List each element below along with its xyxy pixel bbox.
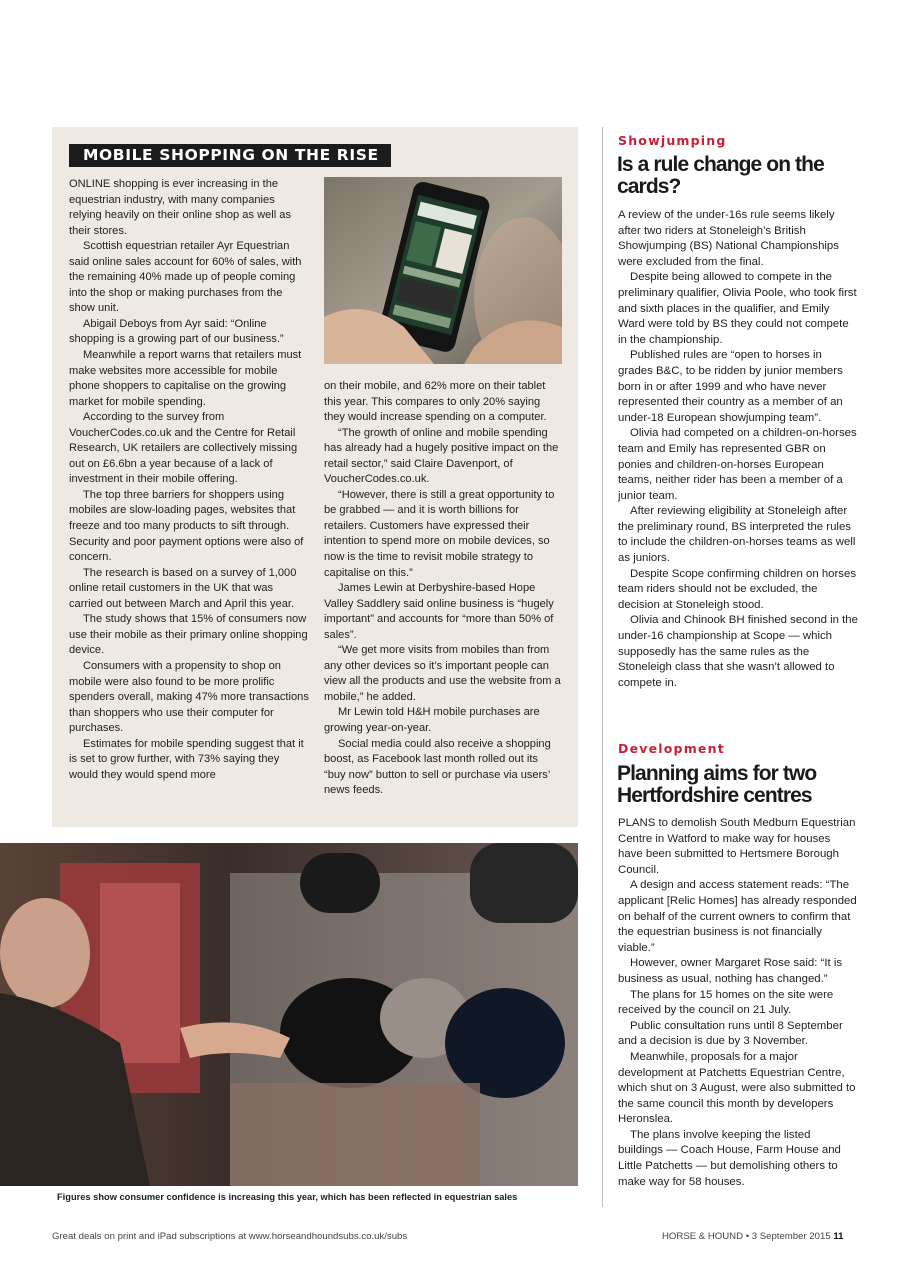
shop-photo <box>0 843 578 1186</box>
paragraph: Public consultation runs until 8 September and a decision is due by 3 November. <box>618 1019 843 1048</box>
paragraph: The top three barriers for shoppers using mobiles are slow-loading pages, websites that freeze and too many products to sift through. Security and poor payment options were also of concern. <box>69 488 304 564</box>
paragraph: Despite Scope confirming children on horses team riders should not be excluded, the decision at Stoneleigh stood. <box>618 567 857 611</box>
paragraph: The plans for 15 homes on the site were received by the council on 21 July. <box>618 988 834 1017</box>
shop-illustration <box>0 843 578 1186</box>
paragraph: The research is based on a survey of 1,000 online retail customers in the UK that was carried out between March and April this year. <box>69 566 297 610</box>
story-body-development <box>618 816 858 1190</box>
paragraph: Consumers with a propensity to shop on mobile were also found to be more prolific spenders overall, making 47% more transactions than shoppers who use their computer for purchases. <box>69 659 309 735</box>
paragraph: “The growth of online and mobile spending has already had a hugely positive impact on the retail sector,” said Claire Davenport, of VoucherCodes.co.uk. <box>324 426 559 486</box>
paragraph: The study shows that 15% of consumers now use their mobile as their primary online shopping device. <box>69 613 308 657</box>
paragraph: Olivia and Chinook BH finished second in the under-16 championship at Scope — which supposedly has the same rules as the Stoneleigh class that she wasn’t allowed to compete in. <box>618 614 858 689</box>
paragraph: “We get more visits from mobiles than from any other devices so it’s important people can view all the products and use the website from a mobile,” he added. <box>324 644 561 703</box>
paragraph: A review of the under-16s rule seems likely after two riders at Stoneleigh’s British Showjumping (BS) National Championships were excluded from the final. <box>618 209 839 268</box>
phone-illustration <box>324 177 562 364</box>
paragraph: Estimates for mobile spending suggest that it is set to grow further, with 73% saying they would they would spend more <box>69 737 304 781</box>
paragraph: Mr Lewin told H&H mobile purchases are growing year-on-year. <box>324 706 540 735</box>
paragraph: However, owner Margaret Rose said: “It is business as usual, nothing has changed.” <box>618 957 843 985</box>
section-label-showjumping: Showjumping <box>618 133 727 148</box>
footer-folio <box>662 1231 843 1242</box>
paragraph: Published rules are “open to horses in grades B&C, to be ridden by junior members born in or after 1999 and who have never represented their country as a member of an under-18 European showjumping team”. <box>618 349 843 424</box>
section-label-development: Development <box>618 741 725 756</box>
footer-publication-date: HORSE & HOUND • 3 September 2015 <box>662 1231 831 1242</box>
headline-planning: Planning aims for two Hertfordshire centres <box>617 762 817 807</box>
paragraph: Meanwhile a report warns that retailers must make websites more accessible for mobile phone shoppers to capitalise on the growing market for mobile spending. <box>69 349 302 408</box>
paragraph: Abigail Deboys from Ayr said: “Online shopping is a growing part of our business.” <box>69 317 284 346</box>
paragraph: Despite being allowed to compete in the preliminary qualifier, Olivia Poole, who took first and sixth places in the qualifier, and Emily Ward were told by BS they could not compete in the championship. <box>618 271 857 346</box>
paragraph: Olivia had competed on a children-on-horses team and Emily has represented GBR on ponies and children-on-horses European teams, neither rider has been a member of a junior team. <box>618 427 857 502</box>
paragraph: ONLINE shopping is ever increasing in the equestrian industry, with many companies relying heavily on their online shop as well as their stores. <box>69 178 291 237</box>
boxout-column-b <box>324 379 562 799</box>
paragraph: “However, there is still a great opportunity to be grabbed — and it is worth billions for retailers. Customers have expressed their intention to spend more on mobile devices, so now is the time to revisit mobile strategy to capitalise on this.” <box>324 488 555 579</box>
paragraph: According to the survey from VoucherCodes.co.uk and the Centre for Retail Research, UK retailers are collectively missing out on £6.6bn a year because of a lack of investment in their mobile offering. <box>69 411 298 486</box>
boxout-column-a <box>69 177 309 783</box>
paragraph: Meanwhile, proposals for a major development at Patchetts Equestrian Centre, which shut on 3 August, were also submitted to the same council this month by developers Heronslea. <box>618 1050 856 1126</box>
phone-photo <box>324 177 562 364</box>
photo-caption: Figures show consumer confidence is increasing this year, which has been reflected in equestrian sales <box>57 1192 518 1202</box>
paragraph: James Lewin at Derbyshire-based Hope Valley Saddlery said online business is “hugely important” and accounts for “more than 50% of sales”. <box>324 582 554 641</box>
column-divider <box>602 127 603 1207</box>
story-body-showjumping <box>618 208 858 691</box>
paragraph: Scottish equestrian retailer Ayr Equestrian said online sales account for 60% of sales, with the remaining 40% made up of people coming into the shop or making purchases from the show unit. <box>69 240 302 315</box>
headline-rule-change: Is a rule change on the cards? <box>617 153 824 198</box>
paragraph: PLANS to demolish South Medburn Equestrian Centre in Watford to make way for houses have been submitted to Hertsmere Borough Council. <box>618 817 856 876</box>
paragraph: Social media could also receive a shopping boost, as Facebook last month rolled out its “buy now” button to sell or purchase via users’ news feeds. <box>324 737 551 797</box>
page-number: 11 <box>833 1231 844 1242</box>
paragraph: on their mobile, and 62% more on their tablet this year. This compares to only 20% saying they would increase spending on a computer. <box>324 380 547 424</box>
paragraph: A design and access statement reads: “The applicant [Relic Homes] has already responded on behalf of the current owners to confirm that the equestrian business is not financially viable.” <box>618 879 857 954</box>
boxout-banner: MOBILE SHOPPING ON THE RISE <box>69 144 391 167</box>
paragraph: The plans involve keeping the listed buildings — Coach House, Farm House and Little Patchetts — but demolishing others to make way for 58 houses. <box>618 1128 841 1188</box>
footer-subscription-link[interactable]: Great deals on print and iPad subscriptions at www.horseandhoundsubs.co.uk/subs <box>52 1231 408 1242</box>
paragraph: After reviewing eligibility at Stoneleigh after the preliminary round, BS interpreted the rules to include the children-on-horses teams as well as juniors. <box>618 505 856 565</box>
